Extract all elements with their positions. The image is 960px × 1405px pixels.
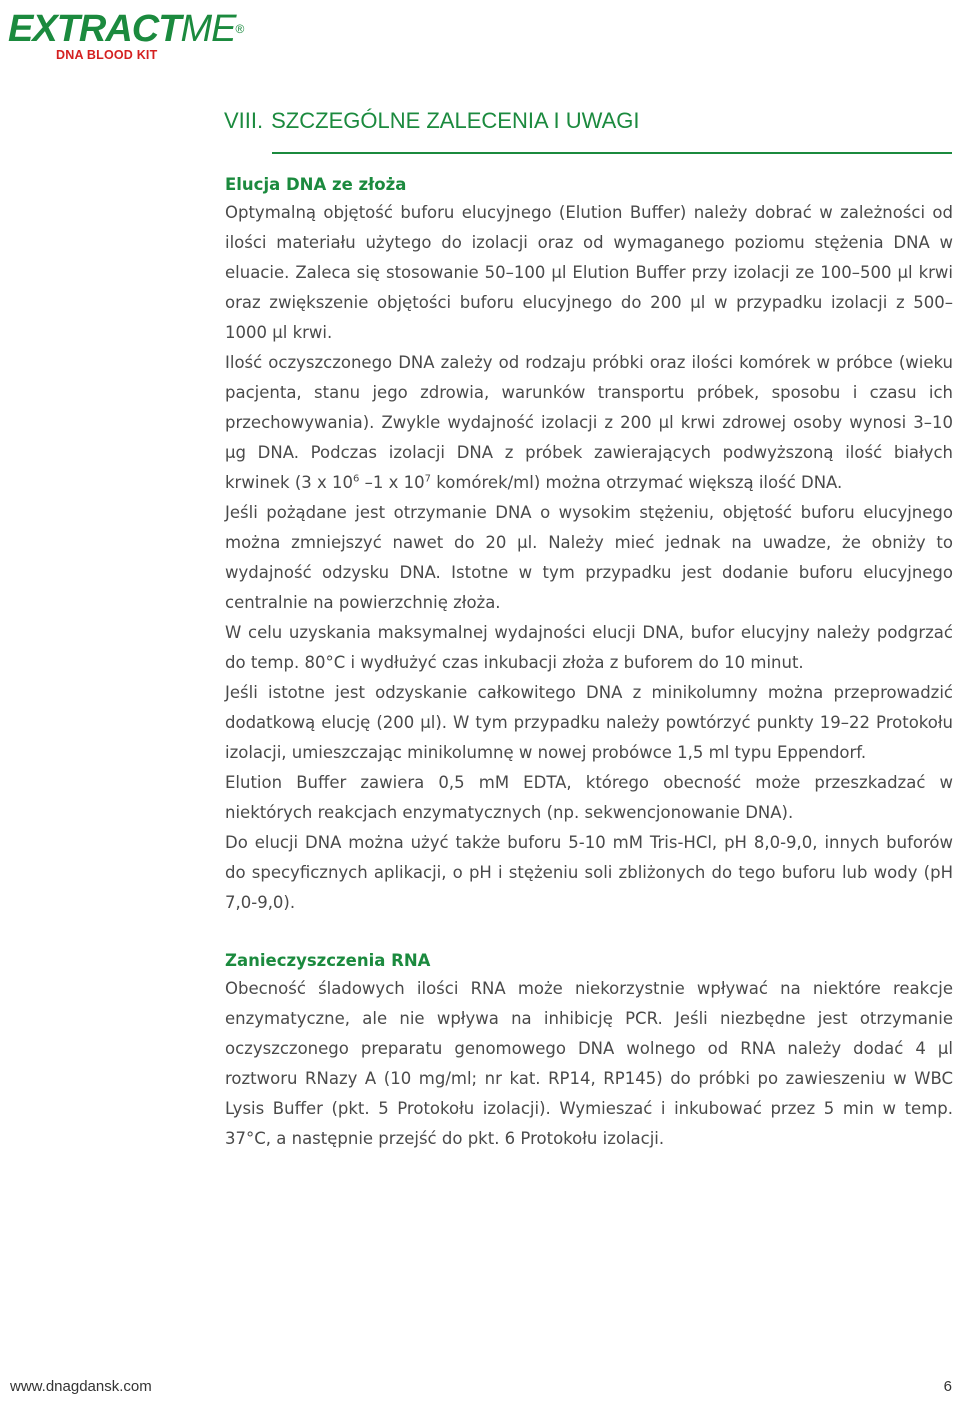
elution-paragraph-3: Jeśli pożądane jest otrzymanie DNA o wysokim stężeniu, objętość buforu elucyjnego można zmniejszyć nawet do 20 µl. Należy mieć jednak na uwadze, że obniży to wydajność odzysku DNA. Istotne w tym przypadku jest dodanie buforu elucyjnego centralnie na powierzchnię złoża. (225, 503, 953, 612)
elution-paragraph-1: Optymalną objętość buforu elucyjnego (Elution Buffer) należy dobrać w zależności od ilości materiału użytego do izolacji oraz od wymaganego poziomu stężenia DNA w eluacie. Zaleca się stosowanie 50–100 µl Elution Buffer przy izolacji ze 100–500 µl krwi oraz zwiększenie objętości buforu elucyjnego do 200 µl w przypadku izolacji z 500–1000 µl krwi. (225, 203, 953, 342)
section-number: VIII. (224, 108, 264, 133)
rna-paragraph-1: Obecność śladowych ilości RNA może niekorzystnie wpływać na niektóre reakcje enzymatyczne, ale nie wpływa na inhibicję PCR. Jeśli niezbędne jest otrzymanie oczyszczonego preparatu genomowego DNA wolnego od RNA należy dodać 4 µl roztworu RNazy A (10 mg/ml; nr kat. RP14, RP145) do próbki po zawieszeniu w WBC Lysis Buffer (pkt. 5 Protokołu izolacji). Wymieszać i inkubować przez 5 min w temp. 37°C, a następnie przejść do pkt. 6 Protokołu izolacji. (225, 979, 953, 1148)
rna-heading: Zanieczyszczenia RNA (225, 951, 431, 970)
footer-website-link[interactable]: www.dnagdansk.com (10, 1378, 152, 1395)
elution-p2-part-c: komórek/ml) można otrzymać większą ilość DNA. (431, 473, 843, 492)
elution-paragraph-6: Elution Buffer zawiera 0,5 mM EDTA, którego obecność może przeszkadzać w niektórych reakcjach enzymatycznych (np. sekwencjonowanie DNA). (225, 773, 953, 822)
section-heading (224, 108, 640, 134)
brand-logo (8, 8, 243, 62)
section-divider (272, 152, 952, 154)
elution-paragraph-4: W celu uzyskania maksymalnej wydajności elucji DNA, bufor elucyjny należy podgrzać do temp. 80°C i wydłużyć czas inkubacji złoża z buforem do 10 minut. (225, 623, 953, 672)
elution-p2-part-a: Ilość oczyszczonego DNA zależy od rodzaju próbki oraz ilości komórek w próbce (wieku pacjenta, stanu jego zdrowia, warunków transportu próbek, sposobu i czasu ich przechowywania). Zwykle wydajność izolacji z 200 µl krwi zdrowej osoby wynosi 3–10 µg DNA. Podczas izolacji DNA z próbek zawierających podwyższoną ilość białych krwinek (3 x 10 (225, 353, 953, 492)
logo-text-me: ME (180, 8, 236, 50)
logo-text-extract: EXTRACT (8, 8, 181, 50)
page-content (225, 172, 953, 1154)
exponent-7: 7 (424, 473, 432, 485)
elution-p2-part-b: –1 x 10 (359, 473, 425, 492)
elution-paragraph-5: Jeśli istotne jest odzyskanie całkowitego DNA z minikolumny można przeprowadzić dodatkową elucję (200 µl). W tym przypadku należy powtórzyć punkty 19–22 Protokołu izolacji, umieszczając minikolumnę w nowej probówce 1,5 ml typu Eppendorf. (225, 683, 953, 762)
section-title: SZCZEGÓLNE ZALECENIA I UWAGI (271, 108, 640, 133)
exponent-6: 6 (353, 473, 360, 485)
elution-paragraph-2 (225, 348, 953, 498)
page-number: 6 (943, 1378, 952, 1395)
logo-wordmark (8, 8, 243, 50)
registered-mark: ® (235, 22, 244, 36)
product-name: DNA BLOOD KIT (56, 48, 158, 62)
elution-heading: Elucja DNA ze złoża (225, 175, 407, 194)
section-gap (225, 918, 953, 948)
elution-paragraph-7: Do elucji DNA można użyć także buforu 5-10 mM Tris-HCl, pH 8,0-9,0, innych buforów do specyficznych aplikacji, o pH i stężeniu soli zbliżonych do tego buforu lub wody (pH 7,0-9,0). (225, 833, 953, 912)
